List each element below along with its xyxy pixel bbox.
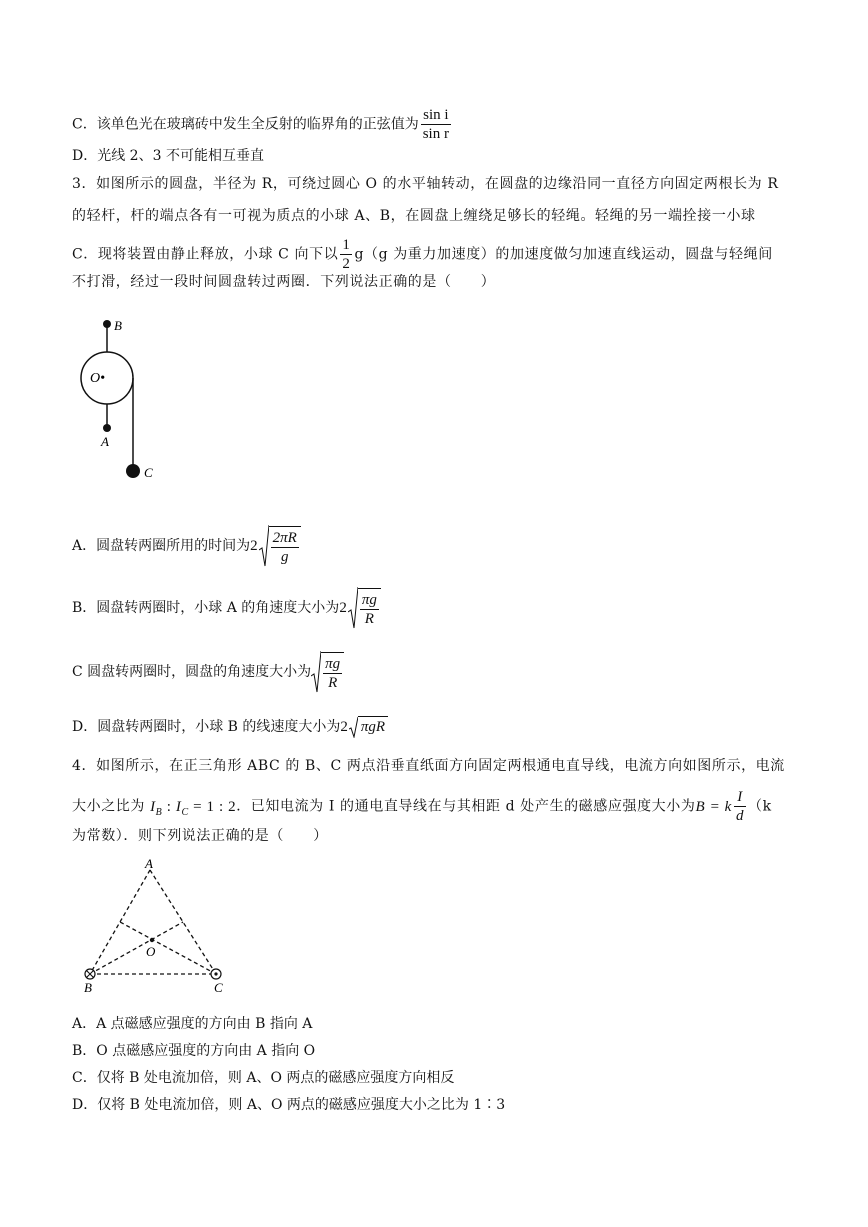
q3-stem-line2: 的轻杆，杆的端点各有一可视为质点的小球 A、B，在圆盘上缠绕足够长的轻绳。轻绳的另一端拴接一小球 [72, 208, 756, 224]
q4-option-d: D．仅将 B 处电流加倍，则 A、O 两点的磁感应强度大小之比为 1∶3 [72, 1097, 506, 1113]
q2-option-c-text: C．该单色光在玻璃砖中发生全反射的临界角的正弦值为 [72, 116, 419, 133]
q3-option-d: D．圆盘转两圈时，小球 B 的线速度大小为 2 πgR [72, 716, 388, 738]
label-c: C [214, 980, 223, 995]
current-ratio: $I_B$ : $I_C = 1$ : 2 [150, 798, 237, 818]
q2-option-c [72, 106, 453, 143]
median-b [90, 922, 183, 974]
q4-stem-line3: 为常数）．则下列说法正确的是（ ） [72, 828, 328, 844]
field-formula: B = k $\frac{I}{d}$ [695, 789, 745, 824]
wire-b-into-page-icon [85, 969, 95, 979]
q4-triangle-figure [78, 858, 238, 998]
edge-ab [90, 870, 150, 974]
label-c: C [144, 465, 153, 480]
q2-option-d: D．光线 2、3 不可能相互垂直 [72, 148, 264, 164]
label-a: A [145, 858, 153, 871]
q2-option-c-fraction: $\frac{\text{sin i}}{\text{sin r}}$ [422, 107, 449, 142]
q4-stem-line2: 大小之比为 $I_B$ : $I_C = 1$ : 2．已知电流为 I 的通电直导线在与其相距 d 处产生的磁感应强度大小为B = k $\frac{I}{d}$ （k [72, 789, 772, 824]
q3-option-d-formula: 2 πgR [340, 716, 388, 738]
q3-disk-figure [72, 312, 162, 482]
q3-option-c: C 圆盘转两圈时，圆盘的角速度大小为 $\frac{\pi g}{R}$ [72, 650, 344, 694]
q3-option-a-formula: 2 $\frac{2\pi R}{g}$ [250, 524, 301, 568]
q3-stem-line4: 不打滑，经过一段时间圆盘转过两圈．下列说法正确的是（ ） [72, 274, 496, 290]
label-b: B [114, 318, 122, 333]
q4-stem-line1: 4．如图所示，在正三角形 ABC 的 B、C 两点沿垂直纸面方向固定两根通电直导线，电流方向如图所示，电流 [72, 758, 785, 774]
label-o: O [146, 944, 156, 959]
q4-option-a: A．A 点磁感应强度的方向由 B 指向 A [72, 1016, 313, 1032]
sqrt-sign [349, 716, 358, 738]
q3-half-fraction: $\frac{1}{2}$ [342, 237, 351, 272]
label-a: A [101, 434, 109, 449]
q3-option-b-formula: 2 $\frac{\pi g}{R}$ [339, 586, 381, 630]
q4-option-b: B．O 点磁感应强度的方向由 A 指向 O [72, 1043, 316, 1059]
sqrt-sign [348, 586, 358, 630]
q3-stem-line1: 3．如图所示的圆盘，半径为 R，可绕过圆心 O 的水平轴转动，在圆盘的边缘沿同一直径方向固定两根长为 R [72, 176, 779, 192]
label-b: B [84, 980, 92, 995]
sqrt-sign [259, 524, 269, 568]
center-o [150, 938, 154, 942]
rod-end-ball-a [103, 424, 111, 432]
q3-option-b: B．圆盘转两圈时，小球 A 的角速度大小为 2 $\frac{\pi g}{R}$ [72, 586, 381, 630]
wire-c-out-of-page-icon [211, 969, 221, 979]
q3-option-c-formula: $\frac{\pi g}{R}$ [311, 650, 344, 694]
q4-option-c: C．仅将 B 处电流加倍，则 A、O 两点的磁感应强度方向相反 [72, 1070, 455, 1086]
q3-option-a: A．圆盘转两圈所用的时间为 2 $\frac{2\pi R}{g}$ [72, 524, 301, 568]
q3-stem-line3: C．现将装置由静止释放，小球 C 向下以 $\frac{1}{2}$ g（g 为重力加速度）的加速度做匀加速直线运动，圆盘与轻绳间 [72, 237, 773, 272]
sqrt-sign [311, 650, 321, 694]
disk [81, 352, 133, 404]
median-c [120, 922, 216, 974]
hanging-ball-c [126, 464, 140, 478]
label-o: O• [90, 371, 106, 386]
